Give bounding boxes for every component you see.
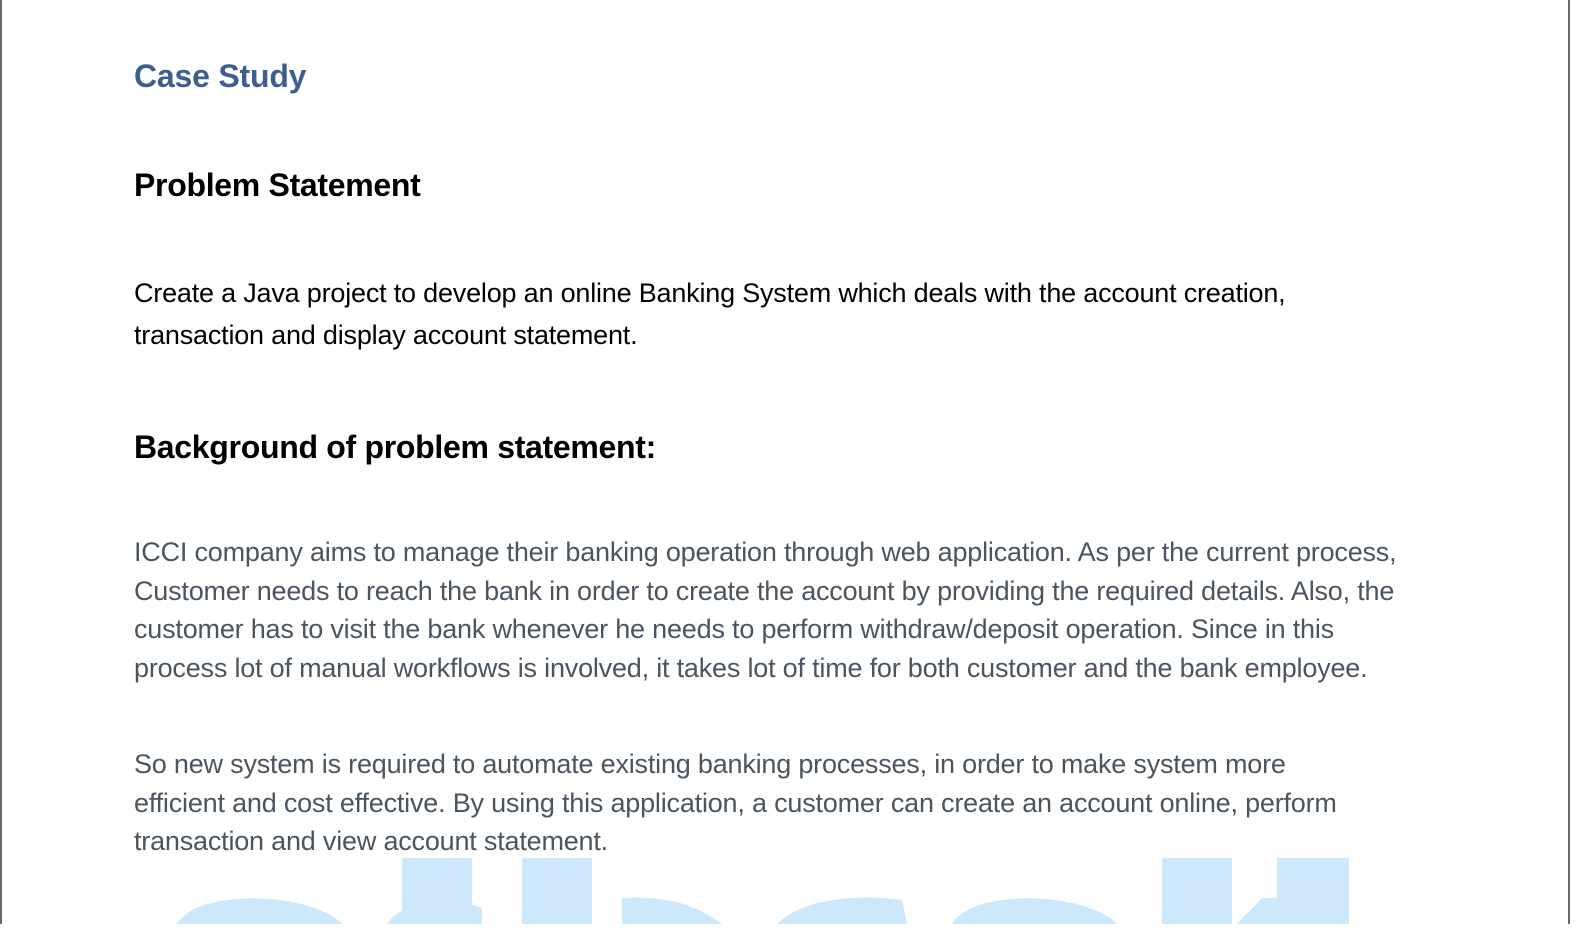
problem-statement-text: Create a Java project to develop an online Banking System which deals with the account creation, transaction and display account statement. [134,278,1286,350]
right-margin [1570,0,1590,938]
background-paragraph-2: So new system is required to automate existing banking processes, in order to make system more efficient and cost effective. By using this application, a customer can create an account online, perform transaction and view account statement. [134,749,1337,856]
problem-statement-heading: Problem Statement [134,167,421,203]
case-study-title: Case Study [134,58,307,94]
background-heading: Background of problem statement: [134,429,657,465]
background-paragraph-1: ICCI company aims to manage their banking operation through web application. As per the current process, Customer needs to reach the bank in order to create the account by providing the required details. Also, the customer has to visit the bank whenever he needs to perform withdraw/deposit operation. Since in this process lot of manual workflows is involved, it takes lot of time for both customer and the bank employee. [134,537,1397,683]
bottom-margin [0,926,1590,938]
watermark-logo [2,858,1568,924]
watermark-logo-graphic [2,858,1568,924]
